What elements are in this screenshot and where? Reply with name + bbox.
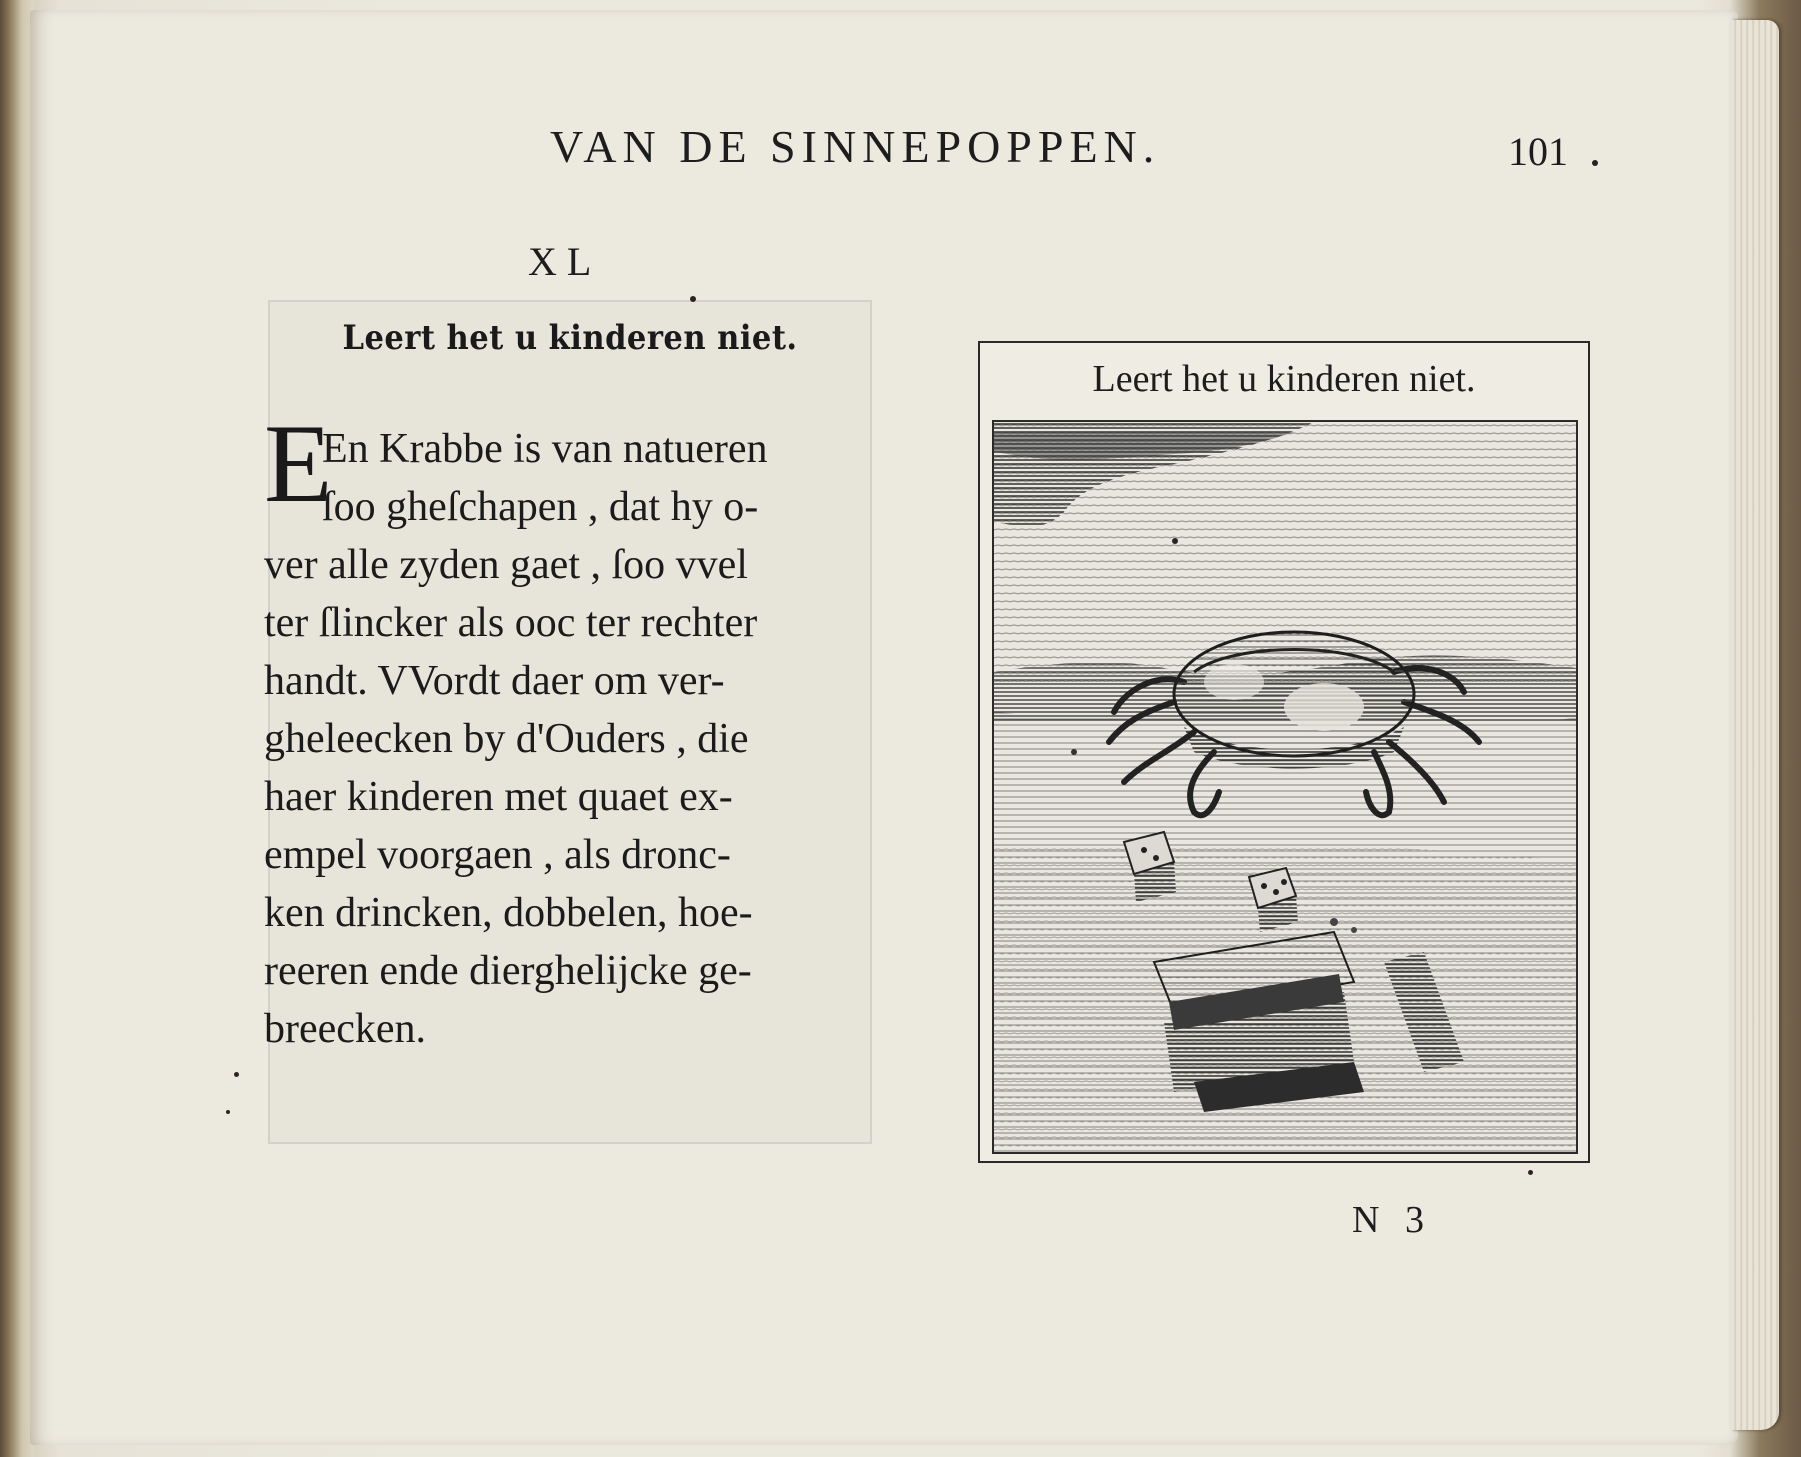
engraving-caption: Leert het u kinderen niet. (1092, 358, 1476, 400)
page-edges (1731, 20, 1779, 1430)
ink-speck (234, 1072, 239, 1077)
emblem-body-text (264, 420, 864, 1058)
book-binding-edge (0, 0, 34, 1457)
emblem-motto: Leert het u kinderen niet. (342, 318, 798, 358)
engraving-frame (978, 341, 1590, 1163)
body-line: empel voorgaen , als dronc- (264, 832, 731, 878)
crab-engraving-svg (994, 422, 1576, 1152)
engraving-illustration (992, 420, 1578, 1154)
page-number-dot (1592, 160, 1598, 166)
running-title: VAN DE SINNEPOPPEN. (550, 121, 1161, 172)
body-line: ken drincken, dobbelen, hoe- (264, 890, 753, 936)
ink-speck (226, 1110, 230, 1114)
ink-speck (1528, 1170, 1533, 1175)
body-line: ſoo gheſchapen , dat hy o- (322, 484, 759, 530)
body-line: gheleecken by d'Ouders , die (264, 716, 749, 762)
body-line: reeren ende dierghelijcke ge- (264, 948, 752, 994)
body-line: breecken. (264, 1006, 427, 1052)
body-line: handt. VVordt daer om ver- (264, 658, 725, 704)
body-line: En Krabbe is van natueren (322, 426, 768, 472)
ink-speck (690, 296, 696, 302)
page-number: 101 (1508, 129, 1568, 174)
body-line: ter ſlincker als ooc ter rechter (264, 600, 758, 646)
emblem-number: XL (528, 239, 602, 284)
signature-mark: N 3 (1352, 1199, 1432, 1241)
body-line: ver alle zyden gaet , ſoo vvel (264, 542, 748, 588)
ink-speck (1172, 538, 1178, 544)
drop-cap: E (264, 402, 333, 526)
body-line: haer kinderen met quaet ex- (264, 774, 733, 820)
